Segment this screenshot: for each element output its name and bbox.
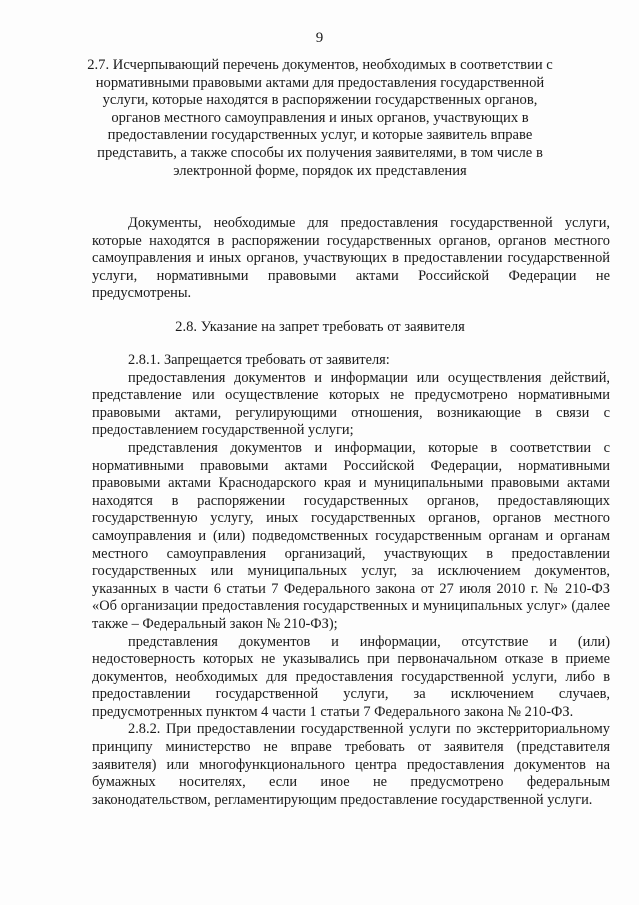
- clause-2-8-1: 2.8.1. Запрещается требовать от заявителя:: [128, 352, 390, 368]
- clause-2-8-2: 2.8.2. При предоставлении государственной услуги по экстерриториальному принципу министерство не вправе требовать от заявителя (представителя заявителя) или многофункционального центра предоставления документов на бумажных носителях, если иное не предусмотрено федеральным законодательством, регламентирующим предоставление государственной услуги.: [92, 721, 610, 808]
- clause-item-2: представления документов и информации, которые в соответствии с нормативными правовыми актами Российской Федерации, нормативными правовыми актами Краснодарского края и муниципальными правовыми актами находятся в распоряжении государственных органов, предоставляющих государственную услугу, иных государственных органов, органов местного самоуправления и (или) подведомственных государственным органам и органам местного самоуправления организаций, участвующих в предоставлении государственных или муниципальных услуг, за исключением документов, указанных в части 6 статьи 7 Федерального закона от 27 июля 2010 г. № 210-ФЗ «Об организации предоставления государственных и муниципальных услуг» (далее также – Федеральный закон № 210-ФЗ);: [92, 439, 610, 632]
- page-number: 9: [315, 30, 324, 46]
- clause-item-3: представления документов и информации, отсутствие и (или) недостоверность которых не указывались при первоначальном отказе в приеме документов, необходимых для предоставления государственной услуги, либо в предоставлении государственной услуги, за исключением случаев, предусмотренных пунктом 4 части 1 статьи 7 Федерального закона № 210-ФЗ.: [92, 633, 610, 720]
- section-2-8-body: [92, 352, 610, 809]
- section-2-8-heading: 2.8. Указание на запрет требовать от заявителя: [175, 319, 465, 335]
- section-2-7-heading: 2.7. Исчерпывающий перечень документов, необходимых в соответствии с нормативными правовыми актами для предоставления государственной услуги, которые находятся в распоряжении государственных органов, органов местного самоуправления и иных органов, участвующих в предоставлении государственных услуг, и которые заявитель вправе представить, а также способы их получения заявителями, в том числе в электронной форме, порядок их представления: [87, 57, 553, 179]
- section-2-7-paragraph: Документы, необходимые для предоставления государственной услуги, которые находятся в распоряжении государственных органов, органов местного самоуправления и иных органов, участвующих в предоставлении государственной услуги, нормативными правовыми актами Российской Федерации не предусмотрены.: [92, 215, 610, 302]
- clause-item-1: предоставления документов и информации или осуществления действий, представление или осуществление которых не предусмотрено нормативными правовыми актами, регулирующими отношения, возникающие в связи с предоставлением государственной услуги;: [92, 369, 610, 439]
- section-2-7-body: [92, 215, 610, 303]
